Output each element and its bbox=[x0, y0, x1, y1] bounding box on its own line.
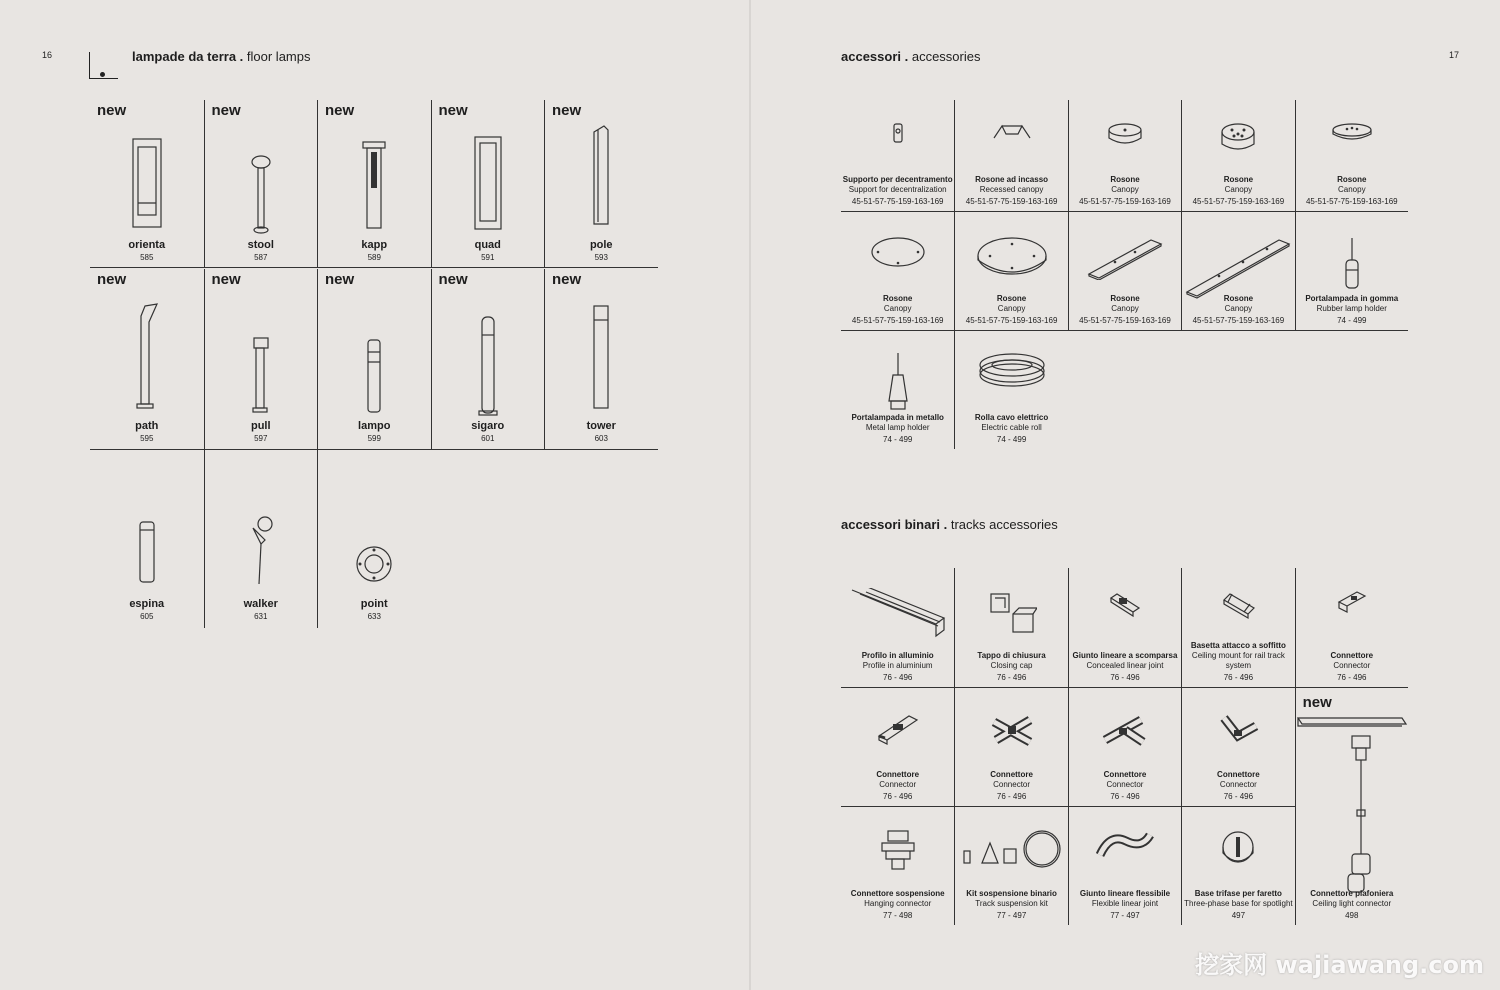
accessory-caption bbox=[1069, 651, 1181, 683]
new-badge: new bbox=[325, 271, 355, 288]
lamp-name: lampo bbox=[358, 420, 391, 432]
corner-dot-icon bbox=[100, 72, 105, 77]
accessory-cell[interactable] bbox=[954, 688, 1067, 807]
ceiling-mount-icon bbox=[1182, 588, 1294, 622]
lamp-name: sigaro bbox=[471, 420, 505, 432]
floor-lamp-cell[interactable] bbox=[204, 269, 318, 450]
caption-page-ref: 76 - 496 bbox=[883, 792, 913, 801]
caption-italian: Connettore bbox=[1103, 770, 1147, 779]
closing-cap-icon bbox=[955, 588, 1067, 638]
caption-english: Canopy bbox=[1224, 304, 1253, 313]
lamp-page-ref: 597 bbox=[254, 434, 268, 443]
accessory-caption bbox=[1069, 294, 1181, 326]
caption-italian: Rosone bbox=[1223, 175, 1254, 184]
accessory-caption bbox=[1069, 175, 1181, 207]
accessory-caption bbox=[1296, 889, 1408, 921]
accessory-caption bbox=[955, 294, 1067, 326]
accessory-cell[interactable] bbox=[1181, 212, 1294, 331]
accessory-cell[interactable] bbox=[1295, 212, 1408, 331]
site-watermark: 挖家网 wajiawang.com bbox=[1195, 951, 1484, 979]
accessory-cell[interactable] bbox=[1295, 100, 1408, 212]
accessory-caption bbox=[955, 770, 1067, 802]
caption-page-ref: 77 - 497 bbox=[1110, 911, 1140, 920]
accessory-caption bbox=[841, 651, 954, 683]
lamp-name: pole bbox=[589, 239, 613, 251]
caption-english: Hanging connector bbox=[864, 899, 932, 908]
caption-italian: Rosone bbox=[1110, 294, 1140, 303]
tracks-title-italian: accessori binari . bbox=[841, 517, 948, 532]
caption-italian: Giunto lineare flessibile bbox=[1079, 889, 1171, 898]
floor-lamps-title bbox=[132, 49, 310, 64]
floor-lamp-cell[interactable] bbox=[90, 269, 204, 450]
caption-italian: Rosone bbox=[883, 294, 913, 303]
accessory-caption bbox=[1182, 641, 1294, 683]
floor-lamp-cell[interactable] bbox=[204, 450, 318, 628]
caption-english: Concealed linear joint bbox=[1086, 661, 1164, 670]
accessory-caption bbox=[955, 889, 1067, 921]
left-page-number: 16 bbox=[42, 50, 53, 60]
lamp-page-ref: 587 bbox=[254, 253, 268, 262]
caption-page-ref: 74 - 499 bbox=[1337, 316, 1367, 325]
caption-english: Connector bbox=[1333, 661, 1371, 670]
new-badge: new bbox=[438, 102, 468, 119]
lamp-name: espina bbox=[129, 598, 165, 610]
accessory-caption bbox=[1296, 175, 1408, 207]
lamp-name: walker bbox=[243, 598, 278, 610]
floor-lamp-cell[interactable] bbox=[90, 100, 204, 268]
accessory-caption bbox=[841, 770, 954, 802]
lamp-page-ref: 585 bbox=[140, 253, 154, 262]
caption-italian: Rosone bbox=[1110, 175, 1140, 184]
floor-lamp-cell[interactable] bbox=[90, 450, 204, 628]
accessory-caption bbox=[955, 651, 1067, 683]
accessory-cell[interactable] bbox=[1068, 568, 1181, 688]
caption-italian: Connettore bbox=[1330, 651, 1374, 660]
tracks-title-english: tracks accessories bbox=[950, 517, 1058, 532]
caption-english: Track suspension kit bbox=[975, 899, 1048, 908]
caption-english: Rubber lamp holder bbox=[1316, 304, 1387, 313]
new-badge: new bbox=[552, 271, 582, 288]
accessory-cell[interactable] bbox=[954, 568, 1067, 688]
caption-page-ref: 76 - 496 bbox=[1223, 673, 1254, 682]
caption-page-ref: 74 - 499 bbox=[883, 435, 913, 444]
long-linear-canopy-icon bbox=[1182, 236, 1294, 300]
caption-italian: Rosone bbox=[996, 294, 1027, 303]
caption-italian: Portalampada in gomma bbox=[1305, 294, 1399, 303]
lamp-name: quad bbox=[474, 239, 501, 251]
caption-english: Connector bbox=[879, 780, 917, 789]
caption-italian: Base trifase per faretto bbox=[1194, 889, 1282, 898]
aluminium-profile-icon bbox=[841, 588, 954, 638]
flexible-joint-icon bbox=[1069, 829, 1181, 863]
accessory-caption bbox=[841, 175, 954, 207]
caption-page-ref: 45-51-57-75-159-163-169 bbox=[851, 197, 944, 206]
accessory-cell[interactable] bbox=[1181, 100, 1294, 212]
caption-italian: Basetta attacco a soffitto bbox=[1190, 641, 1286, 650]
caption-english: Canopy bbox=[1111, 304, 1139, 313]
lamp-name: point bbox=[360, 598, 388, 610]
caption-page-ref: 76 - 496 bbox=[996, 673, 1027, 682]
accessory-caption bbox=[1296, 651, 1408, 683]
caption-italian: Rosone bbox=[1337, 175, 1367, 184]
espina-lamp-icon bbox=[90, 518, 204, 586]
accessory-caption bbox=[1182, 294, 1294, 326]
book-spine bbox=[749, 0, 751, 990]
floor-lamp-cell[interactable] bbox=[431, 269, 545, 450]
caption-italian: Rosone bbox=[1223, 294, 1254, 303]
accessory-cell[interactable] bbox=[841, 100, 954, 212]
floor-lamp-cell[interactable] bbox=[431, 100, 545, 268]
caption-english: Metal lamp holder bbox=[865, 423, 930, 432]
caption-page-ref: 45-51-57-75-159-163-169 bbox=[1079, 197, 1171, 206]
new-badge: new bbox=[97, 271, 127, 288]
caption-english: Canopy bbox=[1224, 185, 1253, 194]
caption-page-ref: 76 - 496 bbox=[1110, 673, 1140, 682]
caption-page-ref: 45-51-57-75-159-163-169 bbox=[1079, 316, 1171, 325]
accessory-cell[interactable] bbox=[1068, 212, 1181, 331]
t-connector-icon bbox=[1069, 710, 1181, 750]
caption-english: Connector bbox=[993, 780, 1031, 789]
caption-page-ref: 76 - 496 bbox=[1110, 792, 1140, 801]
lamp-name: pull bbox=[250, 420, 271, 432]
kapp-lamp-icon bbox=[318, 138, 431, 233]
caption-italian: Kit sospensione binario bbox=[966, 889, 1057, 898]
lamp-page-ref: 601 bbox=[481, 434, 495, 443]
caption-italian: Connettore sospensione bbox=[850, 889, 945, 898]
caption-italian: Rolla cavo elettrico bbox=[974, 413, 1049, 422]
caption-english: Electric cable roll bbox=[981, 423, 1042, 432]
accessories-title-english: accessories bbox=[911, 49, 981, 64]
accessory-caption bbox=[1296, 294, 1408, 326]
accessory-caption bbox=[1069, 889, 1181, 921]
accessory-caption bbox=[1182, 175, 1294, 207]
accessory-caption bbox=[955, 175, 1067, 207]
caption-page-ref: 76 - 496 bbox=[1223, 792, 1254, 801]
caption-page-ref: 77 - 497 bbox=[996, 911, 1027, 920]
accessory-cell[interactable] bbox=[1068, 100, 1181, 212]
accessory-caption bbox=[955, 413, 1067, 445]
multi-hole-canopy-icon bbox=[1182, 122, 1294, 154]
caption-english: Canopy bbox=[1338, 185, 1366, 194]
new-badge: new bbox=[211, 102, 241, 119]
caption-english: Ceiling light connector bbox=[1312, 899, 1392, 908]
accessory-cell[interactable] bbox=[841, 807, 954, 925]
small-round-canopy-icon bbox=[1069, 122, 1181, 148]
accessory-cell[interactable] bbox=[1181, 568, 1294, 688]
right-page-number: 17 bbox=[1449, 50, 1460, 60]
lamp-page-ref: 633 bbox=[367, 612, 381, 621]
stool-lamp-icon bbox=[205, 154, 318, 234]
caption-english: Profile in aluminium bbox=[862, 661, 933, 670]
caption-page-ref: 45-51-57-75-159-163-169 bbox=[965, 316, 1058, 325]
orienta-lamp-icon bbox=[90, 133, 204, 233]
accessory-cell[interactable] bbox=[1295, 688, 1408, 925]
accessory-caption bbox=[1182, 889, 1294, 921]
accessories-title-italian: accessori . bbox=[841, 49, 909, 64]
accessory-caption bbox=[1182, 770, 1294, 802]
three-phase-base-icon bbox=[1182, 829, 1294, 869]
recessed-canopy-icon bbox=[955, 122, 1067, 142]
pull-lamp-icon bbox=[205, 334, 318, 414]
caption-english: Three-phase base for spotlight bbox=[1184, 899, 1293, 908]
caption-page-ref: 74 - 499 bbox=[996, 435, 1027, 444]
accessory-cell[interactable] bbox=[1181, 688, 1294, 807]
concealed-joint-icon bbox=[1069, 588, 1181, 618]
accessory-cell[interactable] bbox=[1068, 807, 1181, 925]
caption-italian: Connettore plafoniera bbox=[1310, 889, 1394, 898]
caption-italian: Connettore bbox=[876, 770, 920, 779]
title-english: floor lamps bbox=[246, 49, 311, 64]
caption-italian: Giunto lineare a scomparsa bbox=[1072, 651, 1178, 660]
accessory-caption bbox=[841, 294, 954, 326]
new-badge: new bbox=[1302, 694, 1332, 711]
connector-icon bbox=[1296, 588, 1408, 616]
ceiling-light-connector-icon bbox=[1296, 714, 1408, 896]
floor-lamp-cell[interactable] bbox=[317, 450, 431, 628]
pole-lamp-icon bbox=[545, 124, 658, 229]
caption-page-ref: 45-51-57-75-159-163-169 bbox=[1192, 316, 1285, 325]
lamp-page-ref: 605 bbox=[140, 612, 154, 621]
lamp-page-ref: 595 bbox=[140, 434, 154, 443]
lamp-page-ref: 599 bbox=[367, 434, 381, 443]
accessory-cell[interactable] bbox=[841, 568, 954, 688]
caption-page-ref: 77 - 498 bbox=[883, 911, 913, 920]
sigaro-lamp-icon bbox=[432, 313, 545, 418]
rubber-lamp-holder-icon bbox=[1296, 236, 1408, 292]
new-badge: new bbox=[552, 102, 582, 119]
accessory-cell[interactable] bbox=[1295, 568, 1408, 688]
caption-page-ref: 76 - 496 bbox=[996, 792, 1027, 801]
round-plate-canopy-icon bbox=[841, 236, 954, 270]
new-badge: new bbox=[97, 102, 127, 119]
caption-english: Canopy bbox=[997, 304, 1026, 313]
accessory-caption bbox=[841, 413, 954, 445]
x-connector-icon bbox=[955, 710, 1067, 750]
new-badge: new bbox=[438, 271, 468, 288]
metal-lamp-holder-icon bbox=[841, 351, 954, 411]
caption-page-ref: 76 - 496 bbox=[883, 673, 913, 682]
floor-lamp-cell[interactable] bbox=[544, 100, 658, 268]
title-italian: lampade da terra . bbox=[132, 49, 244, 64]
caption-english: Support for decentralization bbox=[848, 185, 947, 194]
point-lamp-icon bbox=[318, 544, 431, 584]
lamp-name: orienta bbox=[128, 239, 166, 251]
caption-english: Recessed canopy bbox=[979, 185, 1044, 194]
caption-english: Canopy bbox=[1111, 185, 1139, 194]
accessory-cell[interactable] bbox=[841, 212, 954, 331]
caption-italian: Supporto per decentramento bbox=[842, 175, 953, 184]
caption-english: Ceiling mount for rail track system bbox=[1191, 651, 1285, 670]
caption-page-ref: 45-51-57-75-159-163-169 bbox=[965, 197, 1058, 206]
accessory-caption bbox=[841, 889, 954, 921]
caption-english: Closing cap bbox=[990, 661, 1033, 670]
accessory-cell[interactable] bbox=[1068, 688, 1181, 807]
caption-italian: Rosone ad incasso bbox=[975, 175, 1049, 184]
caption-italian: Connettore bbox=[990, 770, 1033, 779]
lamp-name: kapp bbox=[361, 239, 388, 251]
flat-canopy-icon bbox=[1296, 122, 1408, 142]
suspension-kit-icon bbox=[955, 829, 1067, 871]
lamp-page-ref: 591 bbox=[481, 253, 495, 262]
accessory-cell[interactable] bbox=[841, 688, 954, 807]
accessory-caption bbox=[1069, 770, 1181, 802]
caption-english: Connector bbox=[1219, 780, 1257, 789]
accessory-cell[interactable] bbox=[954, 331, 1067, 449]
new-badge: new bbox=[325, 102, 355, 119]
accessories-title bbox=[841, 49, 980, 64]
accessory-cell[interactable] bbox=[841, 331, 954, 449]
caption-italian: Connettore bbox=[1217, 770, 1260, 779]
caption-italian: Portalampada in metallo bbox=[851, 413, 944, 422]
floor-lamp-cell[interactable] bbox=[544, 269, 658, 450]
cable-roll-icon bbox=[955, 351, 1067, 389]
tower-lamp-icon bbox=[545, 302, 658, 412]
caption-page-ref: 45-51-57-75-159-163-169 bbox=[1305, 197, 1398, 206]
caption-english: Connector bbox=[1106, 780, 1144, 789]
linear-canopy-icon bbox=[1069, 236, 1181, 280]
caption-page-ref: 497 bbox=[1231, 911, 1246, 920]
caption-english: Flexible linear joint bbox=[1091, 899, 1159, 908]
lamp-page-ref: 631 bbox=[254, 612, 268, 621]
lamp-page-ref: 593 bbox=[594, 253, 608, 262]
caption-page-ref: 498 bbox=[1345, 911, 1359, 920]
caption-page-ref: 45-51-57-75-159-163-169 bbox=[851, 316, 944, 325]
lampo-lamp-icon bbox=[318, 336, 431, 416]
caption-page-ref: 76 - 496 bbox=[1337, 673, 1367, 682]
lamp-name: path bbox=[135, 420, 159, 432]
lamp-name: stool bbox=[247, 239, 274, 251]
large-round-canopy-icon bbox=[955, 236, 1067, 280]
hanging-connector-icon bbox=[841, 829, 954, 873]
caption-english: Canopy bbox=[883, 304, 912, 313]
l-connector-icon bbox=[1182, 710, 1294, 750]
decentralization-support-icon bbox=[841, 122, 954, 144]
accessory-cell[interactable] bbox=[954, 100, 1067, 212]
lamp-name: tower bbox=[586, 420, 616, 432]
accessory-cell[interactable] bbox=[954, 807, 1067, 925]
lamp-page-ref: 589 bbox=[367, 253, 381, 262]
walker-lamp-icon bbox=[205, 514, 318, 586]
caption-italian: Tappo di chiusura bbox=[977, 651, 1046, 660]
floor-lamp-cell[interactable] bbox=[317, 100, 431, 268]
new-badge: new bbox=[211, 271, 241, 288]
floor-lamp-cell[interactable] bbox=[204, 100, 318, 268]
floor-lamp-cell[interactable] bbox=[317, 269, 431, 450]
lamp-page-ref: 603 bbox=[594, 434, 608, 443]
accessory-cell[interactable] bbox=[954, 212, 1067, 331]
caption-italian: Profilo in alluminio bbox=[861, 651, 934, 660]
quad-lamp-icon bbox=[432, 133, 545, 233]
straight-connector-icon bbox=[841, 710, 954, 746]
tracks-accessories-title bbox=[841, 517, 1058, 532]
path-lamp-icon bbox=[90, 300, 204, 410]
accessory-cell[interactable] bbox=[1181, 807, 1294, 925]
caption-page-ref: 45-51-57-75-159-163-169 bbox=[1192, 197, 1285, 206]
